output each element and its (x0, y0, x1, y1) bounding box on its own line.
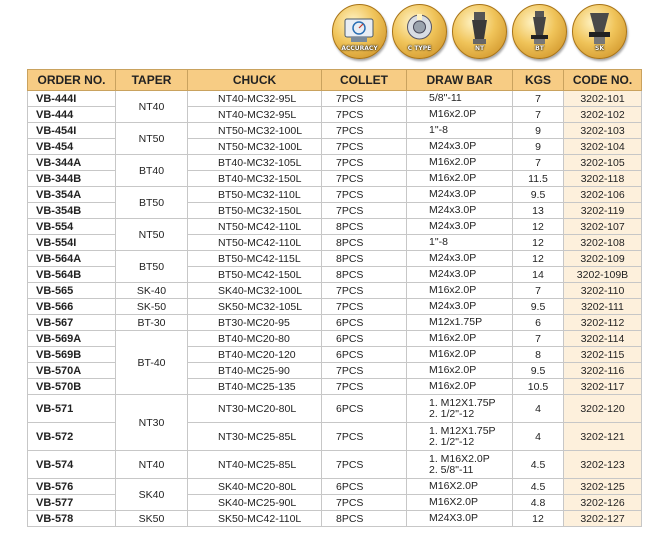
order-no-cell: VB-565 (28, 283, 116, 299)
nt-holder-icon (452, 4, 507, 59)
order-no-cell: VB-444I (28, 91, 116, 107)
taper-cell: SK-50 (116, 299, 188, 315)
code-no-cell: 3202-115 (564, 347, 642, 363)
chuck-cell: NT50-MC32-100L (188, 123, 322, 139)
chuck-cell: SK40-MC25-90L (188, 495, 322, 511)
kgs-cell: 7 (513, 155, 564, 171)
code-no-cell: 3202-101 (564, 91, 642, 107)
draw-bar-line: M16x2.0P (429, 380, 477, 392)
draw-bar-cell (407, 363, 513, 379)
code-no-cell: 3202-118 (564, 171, 642, 187)
code-no-cell: 3202-119 (564, 203, 642, 219)
draw-bar-line: 1. M12X1.75P (429, 396, 496, 409)
draw-bar-line: 1"-8 (429, 236, 448, 248)
code-no-cell: 3202-109B (564, 267, 642, 283)
taper-cell: BT50 (116, 251, 188, 283)
code-no-cell: 3202-104 (564, 139, 642, 155)
draw-bar-line: M24x3.0P (429, 268, 477, 280)
chuck-cell: SK40-MC20-80L (188, 479, 322, 495)
kgs-cell: 14 (513, 267, 564, 283)
chuck-cell: NT30-MC25-85L (188, 423, 322, 451)
draw-bar-cell (407, 379, 513, 395)
chuck-cell: BT40-MC20-120 (188, 347, 322, 363)
chuck-cell: SK50-MC42-110L (188, 511, 322, 527)
header-collet: COLLET (322, 70, 407, 91)
kgs-cell: 12 (513, 251, 564, 267)
order-no-cell: VB-570B (28, 379, 116, 395)
kgs-cell: 7 (513, 91, 564, 107)
table-row (28, 315, 642, 331)
taper-cell: NT40 (116, 91, 188, 123)
kgs-cell: 9 (513, 123, 564, 139)
draw-bar-cell (407, 203, 513, 219)
sk-label: SK (595, 45, 604, 52)
accuracy-label: ACCURACY (341, 45, 378, 52)
draw-bar-line: M12x1.75P (429, 316, 483, 328)
draw-bar-line: M24x3.0P (429, 140, 477, 152)
accuracy-icon (332, 4, 387, 59)
taper-cell: BT-40 (116, 331, 188, 395)
collet-cell: 8PCS (322, 511, 407, 527)
draw-bar-line: 2. 1/2"-12 (429, 407, 475, 420)
draw-bar-line: M16x2.0P (429, 108, 477, 120)
collet-cell: 7PCS (322, 171, 407, 187)
collet-cell: 7PCS (322, 495, 407, 511)
taper-cell: SK50 (116, 511, 188, 527)
collet-cell: 7PCS (322, 283, 407, 299)
chuck-cell: SK50-MC32-105L (188, 299, 322, 315)
collet-cell: 6PCS (322, 315, 407, 331)
bt-label: BT (535, 45, 544, 52)
table-row (28, 511, 642, 527)
draw-bar-line: M24x3.0P (429, 300, 477, 312)
draw-bar-line: M24x3.0P (429, 220, 477, 232)
chuck-cell: SK40-MC32-100L (188, 283, 322, 299)
draw-bar-line: 2. 5/8"-11 (429, 463, 474, 476)
draw-bar-cell (407, 451, 513, 479)
draw-bar-cell (407, 91, 513, 107)
code-no-cell: 3202-120 (564, 395, 642, 423)
code-no-cell: 3202-126 (564, 495, 642, 511)
sk-holder-icon (572, 4, 627, 59)
code-no-cell: 3202-116 (564, 363, 642, 379)
table-body (28, 91, 642, 527)
chuck-cell: BT50-MC42-115L (188, 251, 322, 267)
draw-bar-line: M16x2.0P (429, 172, 477, 184)
draw-bar-cell (407, 347, 513, 363)
draw-bar-cell (407, 107, 513, 123)
draw-bar-cell (407, 511, 513, 527)
collet-cell: 7PCS (322, 203, 407, 219)
nt-label: NT (474, 45, 485, 52)
kgs-cell: 4.8 (513, 495, 564, 511)
code-no-cell: 3202-117 (564, 379, 642, 395)
collet-cell: 7PCS (322, 123, 407, 139)
kgs-cell: 12 (513, 511, 564, 527)
draw-bar-line: M16x2.0P (429, 348, 477, 360)
chuck-cell: NT50-MC32-100L (188, 139, 322, 155)
code-no-cell: 3202-106 (564, 187, 642, 203)
collet-cell: 6PCS (322, 479, 407, 495)
collet-cell: 7PCS (322, 155, 407, 171)
order-no-cell: VB-578 (28, 511, 116, 527)
draw-bar-cell (407, 423, 513, 451)
header-kgs: KGS (513, 70, 564, 91)
collet-cell: 8PCS (322, 219, 407, 235)
draw-bar-line: M16x2.0P (429, 332, 477, 344)
draw-bar-cell (407, 299, 513, 315)
kgs-cell: 13 (513, 203, 564, 219)
order-no-cell: VB-454I (28, 123, 116, 139)
draw-bar-line: 2. 1/2"-12 (429, 435, 475, 448)
draw-bar-line: 1. M16X2.0P (429, 452, 490, 465)
table-row (28, 187, 642, 203)
table-row (28, 219, 642, 235)
chuck-cell: BT40-MC25-135 (188, 379, 322, 395)
collet-cell: 7PCS (322, 451, 407, 479)
table-row (28, 123, 642, 139)
order-no-cell: VB-554I (28, 235, 116, 251)
chuck-cell: NT40-MC25-85L (188, 451, 322, 479)
table-row (28, 283, 642, 299)
taper-cell: BT40 (116, 155, 188, 187)
code-no-cell: 3202-111 (564, 299, 642, 315)
feature-icons (332, 4, 627, 59)
order-no-cell: VB-567 (28, 315, 116, 331)
draw-bar-cell (407, 187, 513, 203)
draw-bar-cell (407, 235, 513, 251)
draw-bar-line: M16X2.0P (429, 480, 479, 492)
code-no-cell: 3202-123 (564, 451, 642, 479)
taper-cell: NT40 (116, 451, 188, 479)
chuck-cell: BT40-MC25-90 (188, 363, 322, 379)
draw-bar-cell (407, 331, 513, 347)
draw-bar-cell (407, 479, 513, 495)
kgs-cell: 4.5 (513, 451, 564, 479)
collet-cell: 6PCS (322, 331, 407, 347)
chuck-cell: NT50-MC42-110L (188, 235, 322, 251)
taper-cell: SK40 (116, 479, 188, 511)
bt-holder-icon (512, 4, 567, 59)
header-code-no: CODE NO. (564, 70, 642, 91)
chuck-cell: BT40-MC32-105L (188, 155, 322, 171)
collet-cell: 7PCS (322, 299, 407, 315)
order-no-cell: VB-344A (28, 155, 116, 171)
kgs-cell: 9.5 (513, 363, 564, 379)
kgs-cell: 4.5 (513, 479, 564, 495)
chuck-cell: BT40-MC32-150L (188, 171, 322, 187)
c-type-icon (392, 4, 447, 59)
draw-bar-line: M16x2.0P (429, 364, 477, 376)
order-no-cell: VB-569B (28, 347, 116, 363)
draw-bar-line: 1"-8 (429, 124, 448, 136)
code-no-cell: 3202-102 (564, 107, 642, 123)
code-no-cell: 3202-109 (564, 251, 642, 267)
kgs-cell: 10.5 (513, 379, 564, 395)
table-row (28, 251, 642, 267)
collet-cell: 7PCS (322, 187, 407, 203)
order-no-cell: VB-344B (28, 171, 116, 187)
draw-bar-line: M16X2.0P (429, 496, 479, 508)
order-no-cell: VB-576 (28, 479, 116, 495)
order-no-cell: VB-574 (28, 451, 116, 479)
taper-cell: SK-40 (116, 283, 188, 299)
collet-cell: 8PCS (322, 251, 407, 267)
order-no-cell: VB-354A (28, 187, 116, 203)
draw-bar-cell (407, 155, 513, 171)
chuck-cell: NT50-MC42-110L (188, 219, 322, 235)
draw-bar-cell (407, 123, 513, 139)
code-no-cell: 3202-105 (564, 155, 642, 171)
collet-cell: 6PCS (322, 395, 407, 423)
chuck-cell: BT30-MC20-95 (188, 315, 322, 331)
header-row (28, 70, 642, 91)
kgs-cell: 9.5 (513, 299, 564, 315)
collet-cell: 7PCS (322, 107, 407, 123)
collet-cell: 7PCS (322, 139, 407, 155)
kgs-cell: 12 (513, 219, 564, 235)
table-row (28, 155, 642, 171)
collet-cell: 7PCS (322, 91, 407, 107)
draw-bar-line: M24x3.0P (429, 188, 477, 200)
order-no-cell: VB-564B (28, 267, 116, 283)
header-taper: TAPER (116, 70, 188, 91)
order-no-cell: VB-454 (28, 139, 116, 155)
chuck-cell: NT40-MC32-95L (188, 91, 322, 107)
table-row (28, 395, 642, 423)
chuck-cell: NT40-MC32-95L (188, 107, 322, 123)
collet-cell: 6PCS (322, 347, 407, 363)
draw-bar-cell (407, 495, 513, 511)
chuck-cell: BT40-MC20-80 (188, 331, 322, 347)
taper-cell: BT50 (116, 187, 188, 219)
draw-bar-cell (407, 171, 513, 187)
code-no-cell: 3202-103 (564, 123, 642, 139)
table-row (28, 451, 642, 479)
order-no-cell: VB-444 (28, 107, 116, 123)
order-no-cell: VB-577 (28, 495, 116, 511)
draw-bar-line: M24X3.0P (429, 512, 479, 524)
taper-cell: NT50 (116, 123, 188, 155)
kgs-cell: 8 (513, 347, 564, 363)
header-order-no: ORDER NO. (28, 70, 116, 91)
header-chuck: CHUCK (188, 70, 322, 91)
chuck-cell: NT30-MC20-80L (188, 395, 322, 423)
order-no-cell: VB-564A (28, 251, 116, 267)
c-type-label: C TYPE (407, 45, 432, 52)
chuck-cell: BT50-MC42-150L (188, 267, 322, 283)
draw-bar-line: M16x2.0P (429, 156, 477, 168)
draw-bar-line: M24x3.0P (429, 252, 477, 264)
kgs-cell: 7 (513, 107, 564, 123)
draw-bar-cell (407, 139, 513, 155)
taper-cell: BT-30 (116, 315, 188, 331)
kgs-cell: 4 (513, 423, 564, 451)
code-no-cell: 3202-108 (564, 235, 642, 251)
collet-cell: 7PCS (322, 363, 407, 379)
table-row (28, 91, 642, 107)
header-draw-bar: DRAW BAR (407, 70, 513, 91)
draw-bar-cell (407, 251, 513, 267)
kgs-cell: 9.5 (513, 187, 564, 203)
order-no-cell: VB-566 (28, 299, 116, 315)
code-no-cell: 3202-107 (564, 219, 642, 235)
draw-bar-cell (407, 267, 513, 283)
taper-cell: NT30 (116, 395, 188, 451)
draw-bar-line: 1. M12X1.75P (429, 424, 496, 437)
spec-table (27, 69, 642, 527)
order-no-cell: VB-572 (28, 423, 116, 451)
collet-cell: 8PCS (322, 267, 407, 283)
draw-bar-cell (407, 283, 513, 299)
order-no-cell: VB-354B (28, 203, 116, 219)
kgs-cell: 7 (513, 331, 564, 347)
draw-bar-line: 5/8"-11 (429, 92, 462, 104)
order-no-cell: VB-569A (28, 331, 116, 347)
collet-cell: 7PCS (322, 379, 407, 395)
kgs-cell: 7 (513, 283, 564, 299)
collet-cell: 8PCS (322, 235, 407, 251)
kgs-cell: 6 (513, 315, 564, 331)
draw-bar-cell (407, 395, 513, 423)
kgs-cell: 12 (513, 235, 564, 251)
table-row (28, 479, 642, 495)
chuck-cell: BT50-MC32-110L (188, 187, 322, 203)
order-no-cell: VB-570A (28, 363, 116, 379)
table-row (28, 331, 642, 347)
draw-bar-line: M16x2.0P (429, 284, 477, 296)
draw-bar-cell (407, 315, 513, 331)
collet-cell: 7PCS (322, 423, 407, 451)
kgs-cell: 11.5 (513, 171, 564, 187)
kgs-cell: 4 (513, 395, 564, 423)
kgs-cell: 9 (513, 139, 564, 155)
draw-bar-line: M24x3.0P (429, 204, 477, 216)
code-no-cell: 3202-112 (564, 315, 642, 331)
draw-bar-cell (407, 219, 513, 235)
code-no-cell: 3202-110 (564, 283, 642, 299)
code-no-cell: 3202-114 (564, 331, 642, 347)
order-no-cell: VB-571 (28, 395, 116, 423)
chuck-cell: BT50-MC32-150L (188, 203, 322, 219)
code-no-cell: 3202-121 (564, 423, 642, 451)
table-row (28, 299, 642, 315)
order-no-cell: VB-554 (28, 219, 116, 235)
code-no-cell: 3202-125 (564, 479, 642, 495)
taper-cell: NT50 (116, 219, 188, 251)
code-no-cell: 3202-127 (564, 511, 642, 527)
